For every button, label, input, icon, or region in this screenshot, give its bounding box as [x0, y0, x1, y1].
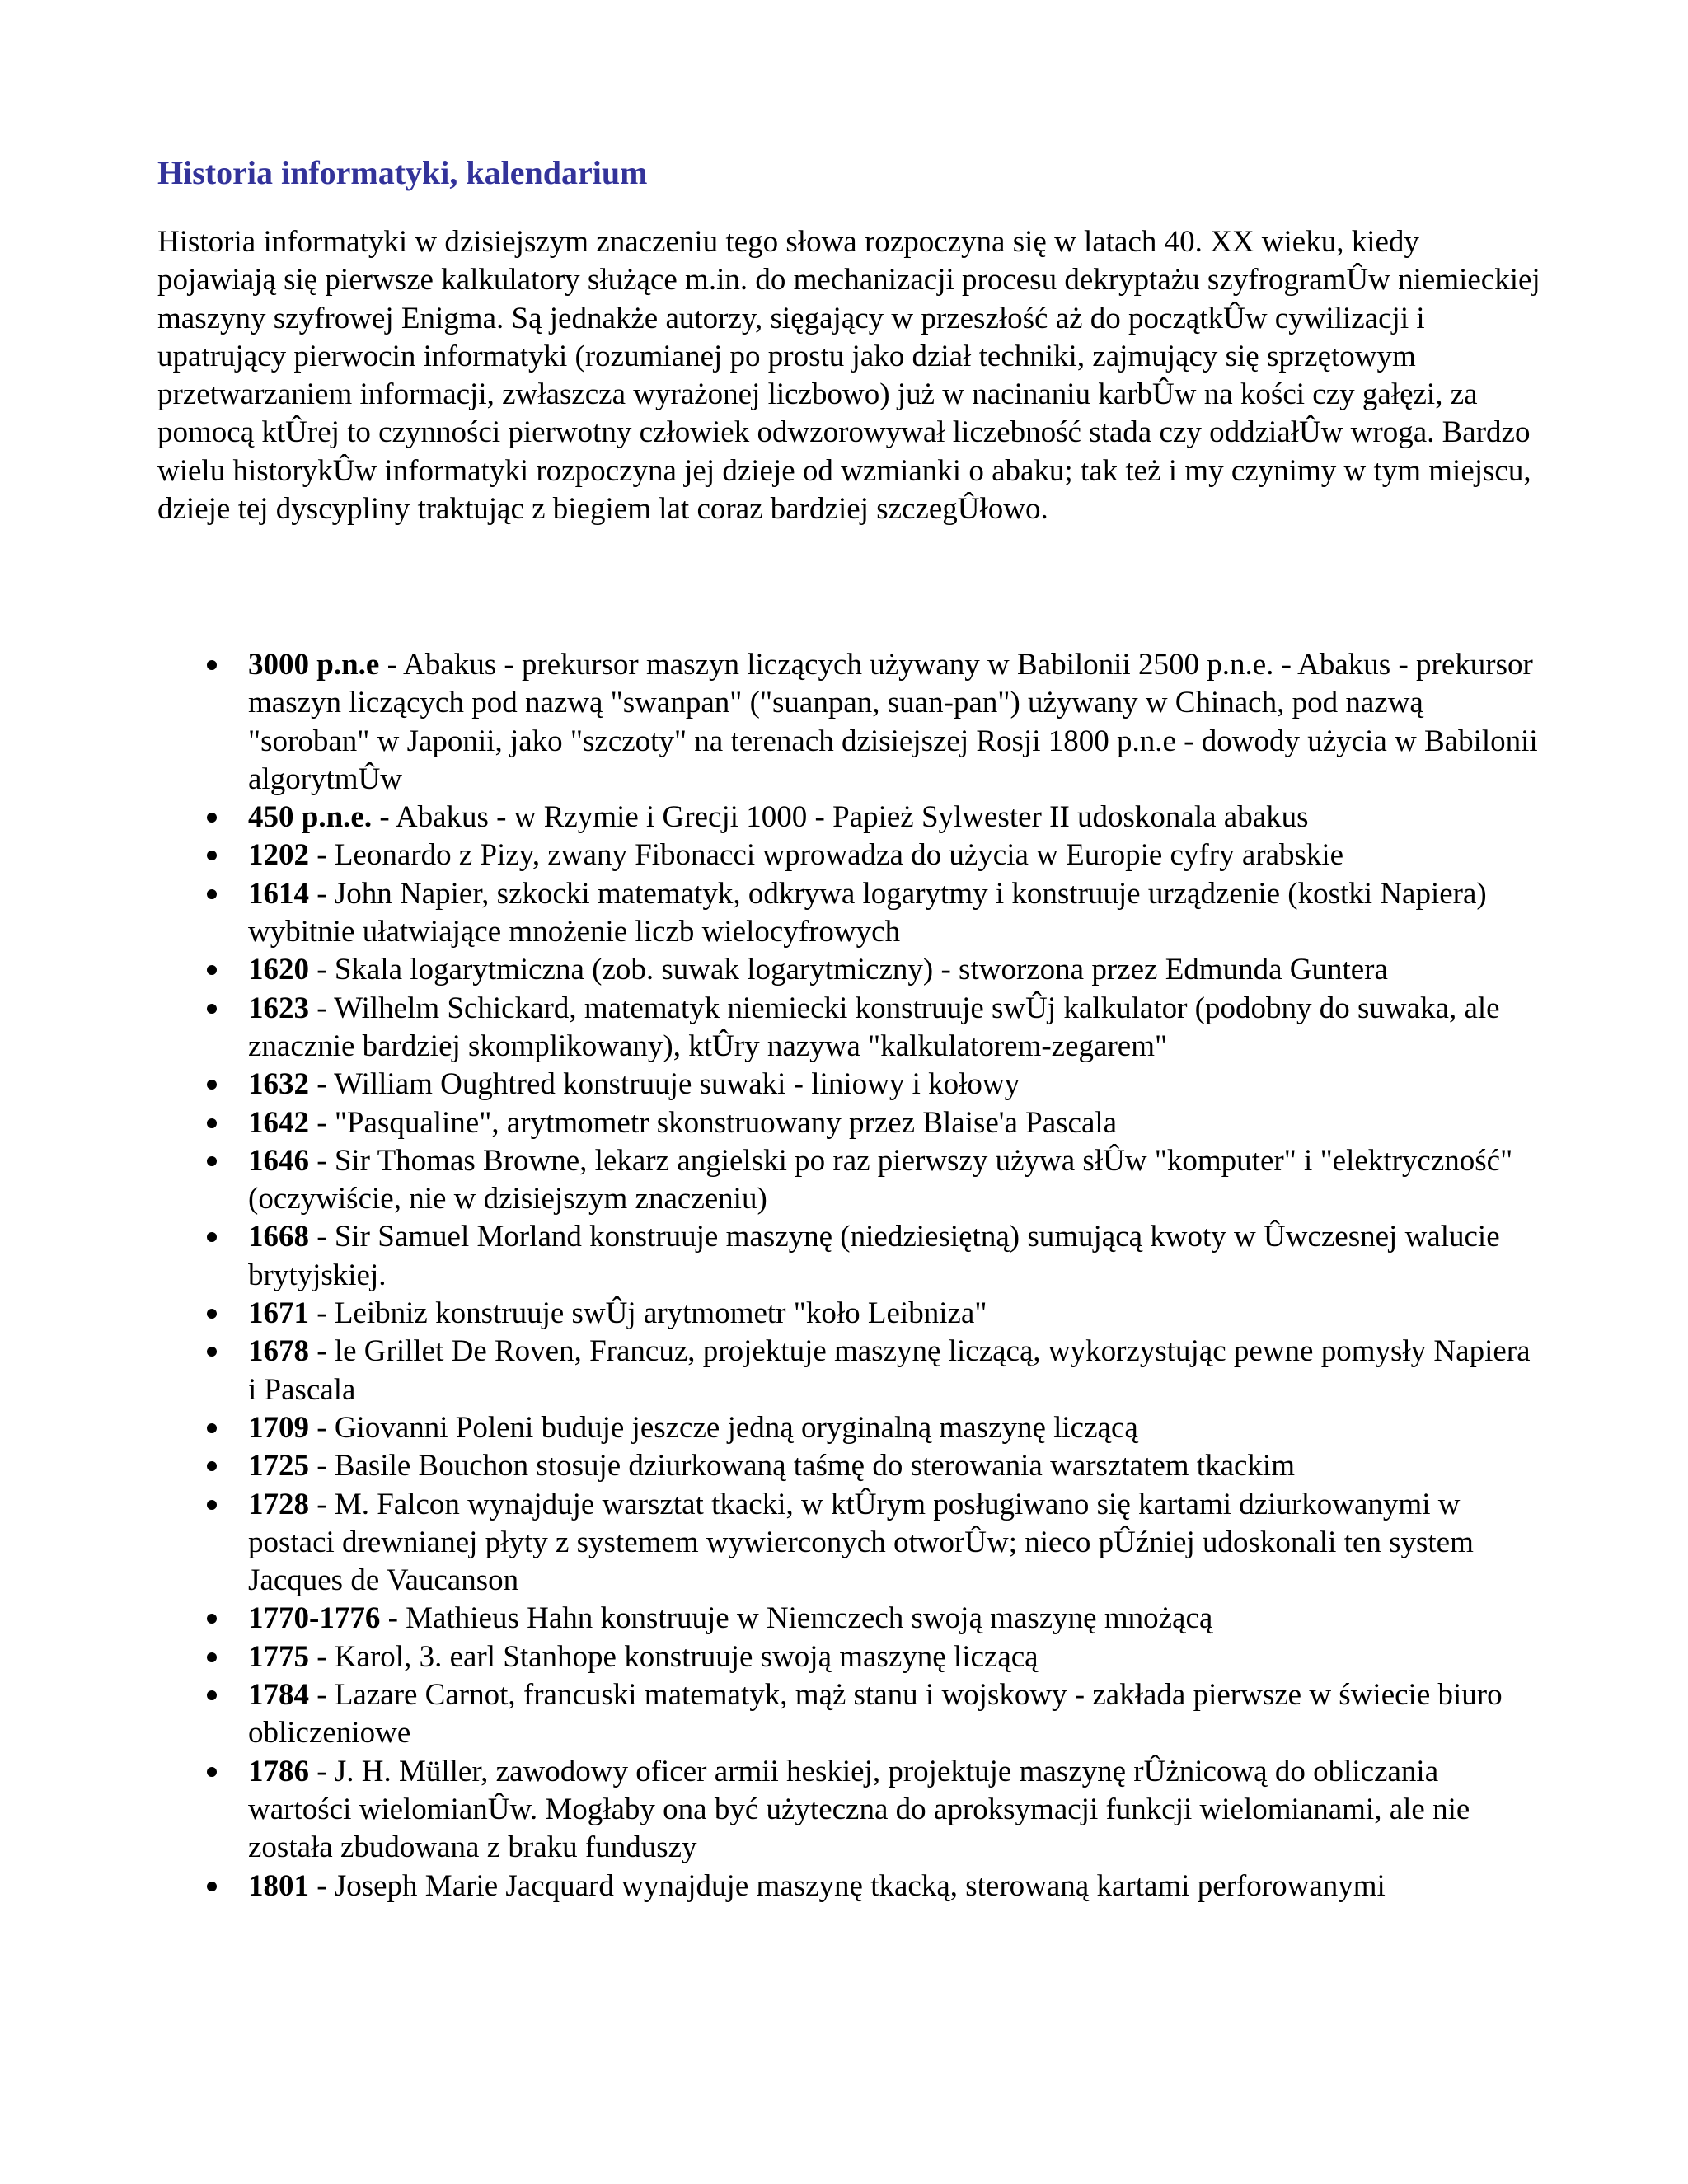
timeline-item: [207, 1142, 1542, 1219]
timeline-text: - Abakus - prekursor maszyn liczących używany w Babilonii 2500 p.n.e. - Abakus - prekursor maszyn liczących pod nazwą "swanpan" ("suanpan, suan-pan") używany w Chinach, pod nazwą "soroban" w Japonii, jako "szczoty" na terenach dzisiejszej Rosji 1800 p.n.e - dowody użycia w Babilonii algorytmÛw: [248, 648, 1538, 796]
bullet-icon: [207, 965, 217, 975]
timeline-item: [207, 837, 1542, 874]
timeline-text: - le Grillet De Roven, Francuz, projektuje maszynę liczącą, wykorzystując pewne pomysły Napiera i Pascala: [248, 1334, 1531, 1407]
timeline-year: 450 p.n.e.: [248, 800, 373, 835]
bullet-icon: [207, 1423, 217, 1433]
bullet-icon: [207, 1690, 217, 1700]
timeline-year: 1632: [248, 1067, 309, 1102]
bullet-icon: [207, 1652, 217, 1662]
bullet-icon: [207, 1614, 217, 1624]
timeline-text: - M. Falcon wynajduje warsztat tkacki, w ktÛrym posługiwano się kartami dziurkowanymi w postaci drewnianej płyty z systemem wywierconych otworÛw; nieco pÛźniej udoskonali ten system Jacques de Vaucanson: [248, 1487, 1474, 1598]
timeline-year: 1775: [248, 1639, 309, 1674]
timeline-text: - Karol, 3. earl Stanhope konstruuje swoją maszynę liczącą: [309, 1639, 1039, 1674]
timeline-year: 1202: [248, 838, 309, 873]
timeline-item: [207, 875, 1542, 952]
timeline-text: - Skala logarytmiczna (zob. suwak logarytmiczny) - stworzona przez Edmunda Guntera: [309, 953, 1388, 987]
bullet-icon: [207, 660, 217, 670]
timeline-year: 1770-1776: [248, 1601, 381, 1636]
timeline-year: 1620: [248, 953, 309, 987]
bullet-icon: [207, 1882, 217, 1891]
timeline-year: 1646: [248, 1143, 309, 1178]
timeline-year: 1678: [248, 1334, 309, 1369]
bullet-icon: [207, 813, 217, 823]
bullet-icon: [207, 1232, 217, 1242]
bullet-icon: [207, 851, 217, 860]
timeline-item: [207, 1753, 1542, 1868]
timeline-year: 1728: [248, 1487, 309, 1521]
intro-paragraph: Historia informatyki w dzisiejszym znaczeniu tego słowa rozpoczyna się w latach 40. XX wieku, kiedy pojawiają się pierwsze kalkulatory służące m.in. do mechanizacji procesu dekryptażu szyfrogramÛw niemieckiej maszyny szyfrowej Enigma. Są jednakże autorzy, sięgający w przeszłość aż do początkÛw cywilizacji i upatrujący pierwocin informatyki (rozumianej po prostu jako dział techniki, zajmujący się sprzętowym przetwarzaniem informacji, zwłaszcza wyrażonej liczbowo) już w nacinaniu karbÛw na kości czy gałęzi, za pomocą ktÛrej to czynności pierwotny człowiek odwzorowywał liczebność stada czy oddziałÛw wroga. Bardzo wielu historykÛw informatyki rozpoczyna jej dzieje od wzmianki o abaku; tak też i my czynimy w tym miejscu, dzieje tej dyscypliny traktując z biegiem lat coraz bardziej szczegÛłowo.: [157, 225, 1540, 527]
timeline-item: [207, 990, 1542, 1066]
bullet-icon: [207, 1461, 217, 1471]
timeline-text: - Leibniz konstruuje swÛj arytmometr "koło Leibniza": [309, 1296, 987, 1331]
timeline-text: - Sir Thomas Browne, lekarz angielski po raz pierwszy używa słÛw "komputer" i "elektryczność" (oczywiście, nie w dzisiejszym znaczeniu): [248, 1143, 1513, 1216]
timeline-item: [207, 1638, 1542, 1676]
timeline-item: [207, 799, 1542, 837]
bullet-icon: [207, 1004, 217, 1014]
bullet-icon: [207, 889, 217, 899]
timeline-year: 1784: [248, 1678, 309, 1713]
timeline-item: [207, 1676, 1542, 1753]
timeline-item: [207, 646, 1542, 799]
bullet-icon: [207, 1767, 217, 1777]
timeline-text: - Basile Bouchon stosuje dziurkowaną taśmę do sterowania warsztatem tkackim: [309, 1449, 1295, 1483]
timeline-text: - Wilhelm Schickard, matematyk niemiecki konstruuje swÛj kalkulator (podobny do suwaka, ale znacznie bardziej skomplikowany), ktÛry nazywa "kalkulatorem-zegarem": [248, 991, 1500, 1063]
timeline-item: [207, 1333, 1542, 1409]
timeline-item: [207, 951, 1542, 989]
bullet-icon: [207, 1080, 217, 1090]
timeline-text: - Abakus - w Rzymie i Grecji 1000 - Papież Sylwester II udoskonala abakus: [372, 800, 1309, 835]
timeline-year: 1725: [248, 1449, 309, 1483]
timeline-item: [207, 1868, 1542, 1905]
timeline-year: 1709: [248, 1410, 309, 1445]
timeline-text: - William Oughtred konstruuje suwaki - liniowy i kołowy: [309, 1067, 1020, 1102]
timeline-item: [207, 1104, 1542, 1142]
timeline-item: [207, 1066, 1542, 1104]
document-page: [157, 152, 1542, 1903]
bullet-icon: [207, 1347, 217, 1357]
timeline-year: 1671: [248, 1296, 309, 1331]
bullet-icon: [207, 1309, 217, 1319]
timeline-year: 1614: [248, 876, 309, 911]
timeline-text: - Giovanni Poleni buduje jeszcze jedną oryginalną maszynę liczącą: [309, 1410, 1138, 1445]
timeline-text: - John Napier, szkocki matematyk, odkrywa logarytmy i konstruuje urządzenie (kostki Napiera) wybitnie ułatwiające mnożenie liczb wielocyfrowych: [248, 876, 1487, 949]
timeline-item: [207, 1218, 1542, 1295]
timeline-text: - J. H. Müller, zawodowy oficer armii heskiej, projektuje maszynę rÛżnicową do obliczania wartości wielomianÛw. Mogłaby ona być użyteczna do aproksymacji funkcji wielomianami, ale nie została zbudowana z braku funduszy: [248, 1754, 1470, 1865]
timeline-item: [207, 1600, 1542, 1638]
timeline-text: - Joseph Marie Jacquard wynajduje maszynę tkacką, sterowaną kartami perforowanymi: [309, 1868, 1386, 1903]
timeline-item: [207, 1486, 1542, 1601]
timeline-item: [207, 1295, 1542, 1333]
timeline-item: [207, 1409, 1542, 1447]
timeline-year: 1668: [248, 1220, 309, 1254]
bullet-icon: [207, 1118, 217, 1128]
timeline-year: 1642: [248, 1105, 309, 1140]
timeline-year: 3000 p.n.e: [248, 648, 380, 682]
timeline-text: - Sir Samuel Morland konstruuje maszynę (niedziesiętną) sumującą kwoty w Ûwczesnej walucie brytyjskiej.: [248, 1220, 1500, 1292]
timeline-text: - "Pasqualine", arytmometr skonstruowany przez Blaise'a Pascala: [309, 1105, 1118, 1140]
timeline-item: [207, 1447, 1542, 1485]
timeline-year: 1623: [248, 991, 309, 1025]
page-title: Historia informatyki, kalendarium: [157, 154, 648, 191]
bullet-icon: [207, 1156, 217, 1166]
timeline-list: [207, 646, 1542, 1905]
timeline-text: - Leonardo z Pizy, zwany Fibonacci wprowadza do użycia w Europie cyfry arabskie: [309, 838, 1344, 873]
bullet-icon: [207, 1500, 217, 1510]
timeline-text: - Lazare Carnot, francuski matematyk, mąż stanu i wojskowy - zakłada pierwsze w świecie biuro obliczeniowe: [248, 1678, 1503, 1750]
timeline-text: - Mathieus Hahn konstruuje w Niemczech swoją maszynę mnożącą: [380, 1601, 1213, 1636]
timeline-year: 1786: [248, 1754, 309, 1788]
timeline-year: 1801: [248, 1868, 309, 1903]
